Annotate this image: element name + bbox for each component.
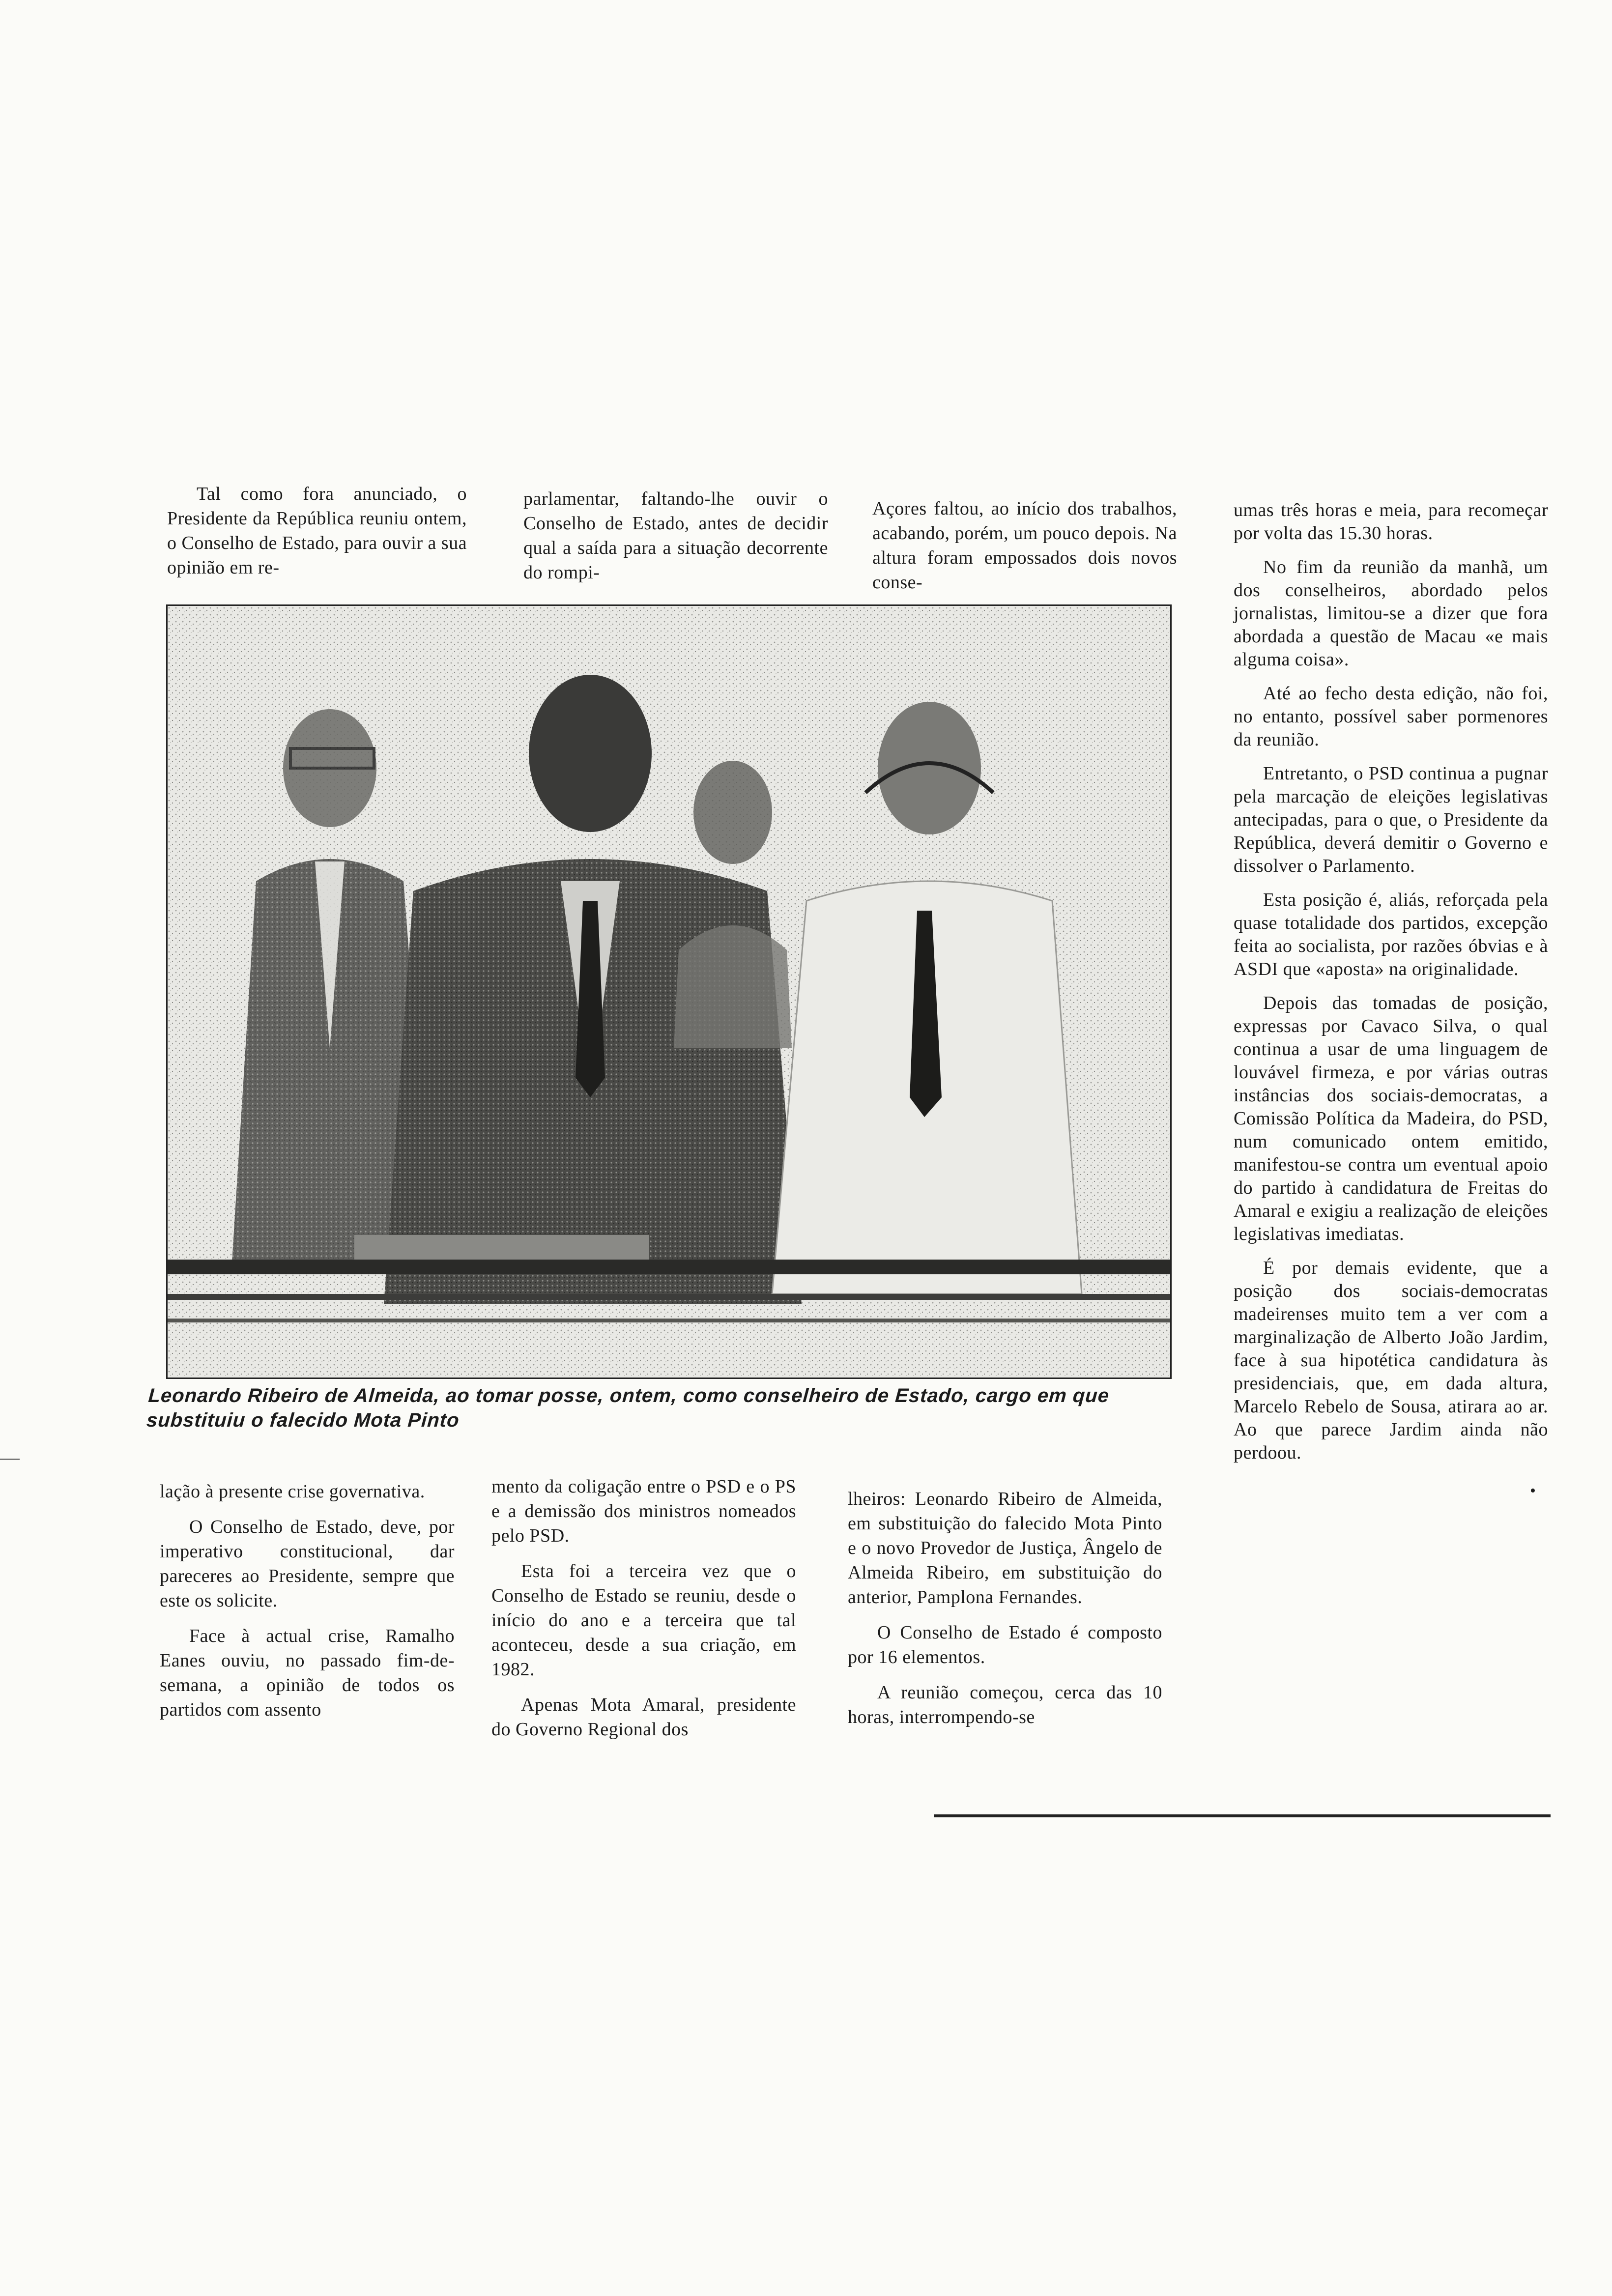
margin-mark xyxy=(0,1459,20,1460)
paragraph: parlamentar, faltando-lhe ouvir o Conselho de Estado, antes de decidir qual a saída para a situação decorrente do rompi- xyxy=(523,488,828,583)
paragraph: umas três horas e meia, para recomeçar por volta das 15.30 horas. xyxy=(1234,500,1548,544)
paragraph: Esta foi a terceira vez que o Conselho de Estado se reuniu, desde o início do ano e a terceira que tal aconteceu, desde a sua criação, em 1982. xyxy=(491,1561,796,1680)
paragraph: Açores faltou, ao início dos trabalhos, acabando, porém, um pouco depois. Na altura foram empossados dois novos conse- xyxy=(872,498,1177,593)
bottom-column-1 xyxy=(160,1479,455,1733)
paragraph: Tal como fora anunciado, o Presidente da República reuniu ontem, o Conselho de Estado, para ouvir a sua opinião em re- xyxy=(167,484,467,578)
photo-caption: Leonardo Ribeiro de Almeida, ao tomar posse, ontem, como conselheiro de Estado, cargo em que substituiu o falecido Mota Pinto xyxy=(145,1385,1110,1431)
paragraph: lação à presente crise governativa. xyxy=(160,1481,425,1502)
paragraph: Até ao fecho desta edição, não foi, no entanto, possível saber pormenores da reunião. xyxy=(1234,683,1548,750)
top-column-1 xyxy=(167,482,467,591)
bottom-column-2 xyxy=(491,1474,796,1752)
paragraph: mento da coligação entre o PSD e o PS e a demissão dos ministros nomeados pelo PSD. xyxy=(491,1476,796,1546)
paragraph: A reunião começou, cerca das 10 horas, interrompendo-se xyxy=(848,1682,1162,1727)
paragraph: lheiros: Leonardo Ribeiro de Almeida, em substituição do falecido Mota Pinto e o novo Provedor de Justiça, Ângelo de Almeida Ribeiro, em substituição do anterior, Pamplona Fernandes. xyxy=(848,1489,1162,1607)
paragraph: O Conselho de Estado é composto por 16 elementos. xyxy=(848,1622,1162,1667)
top-column-3 xyxy=(872,496,1177,605)
photo-illustration xyxy=(168,606,1170,1378)
paragraph: No fim da reunião da manhã, um dos conselheiros, abordado pelos jornalistas, limitou-se a dizer que fora abordada a questão de Macau «e mais alguma coisa». xyxy=(1234,557,1548,670)
paragraph: Depois das tomadas de posição, expressas por Cavaco Silva, o qual continua a usar de uma linguagem de louvável firmeza, e por várias outras instâncias dos sociais-democratas, a Comissão Política da Madeira, do PSD, num comunicado ontem emitido, manifestou-se contra um eventual apoio do partido à candidatura de Freitas do Amaral e exigiu a realização de eleições legislativas imediatas. xyxy=(1234,993,1548,1244)
top-column-2 xyxy=(523,487,828,596)
paragraph: É por demais evidente, que a posição dos sociais-democratas madeirenses muito tem a ver com a marginalização de Alberto João Jardim, face à sua hipotética candidatura às presidenciais, que, em dada altura, Marcelo Rebelo de Sousa, atirara ao ar. Ao que parece Jardim ainda não perdoou. xyxy=(1234,1258,1548,1463)
paragraph: Entretanto, o PSD continua a pugnar pela marcação de eleições legislativas antecipadas, para o que, o Presidente da República, deverá demitir o Governo e dissolver o Parlamento. xyxy=(1234,763,1548,876)
paragraph: Face à actual crise, Ramalho Eanes ouviu, no passado fim-de-semana, a opinião de todos os partidos com assento xyxy=(160,1626,455,1720)
paragraph: O Conselho de Estado, deve, por imperativo constitucional, dar pareceres ao Presidente, sempre que este os solicite. xyxy=(160,1517,455,1611)
end-of-article-rule xyxy=(934,1814,1551,1817)
paragraph: Apenas Mota Amaral, presidente do Governo Regional dos xyxy=(491,1694,796,1740)
bottom-column-3 xyxy=(848,1487,1162,1740)
news-photo xyxy=(166,604,1172,1379)
stray-bullet: • xyxy=(1530,1482,1536,1500)
right-column xyxy=(1234,499,1548,1475)
paragraph: Esta posição é, aliás, reforçada pela quase totalidade dos partidos, excepção feita ao socialista, por razões óbvias e à ASDI que «aposta» na originalidade. xyxy=(1234,890,1548,979)
